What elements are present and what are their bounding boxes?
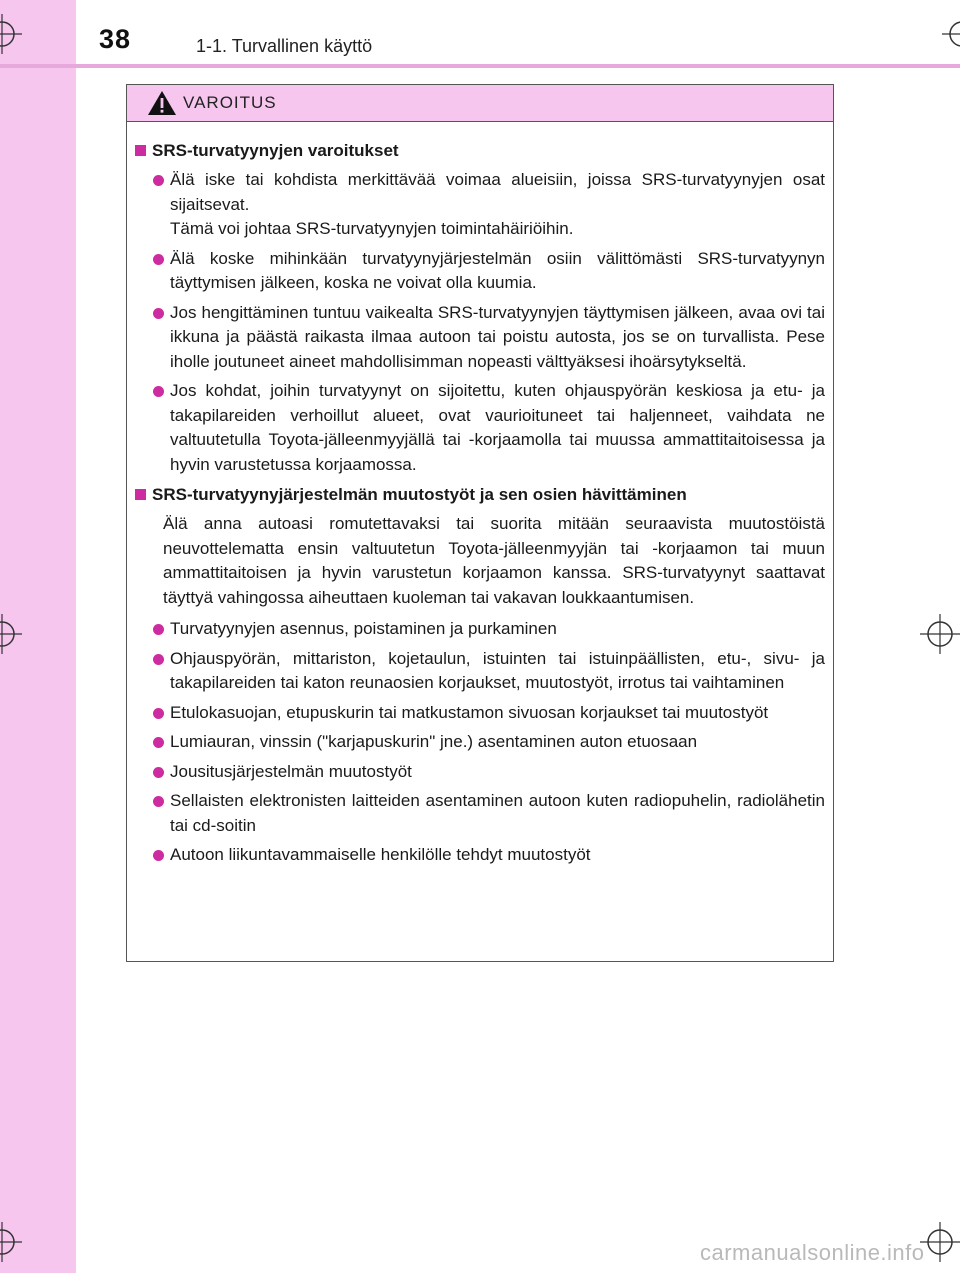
watermark-link[interactable]: carmanualsonline.info: [700, 1240, 925, 1265]
list-item: Ohjauspyörän, mittariston, kojetaulun, istuinten tai istuinpäällisten, etu-, sivu- ja takapilareiden tai katon reunaosien korjaukset, muutostyöt, irrotus tai vaihtaminen: [135, 647, 825, 696]
registration-mark-icon: [942, 14, 960, 54]
dot-bullet-icon: [153, 175, 164, 186]
warning-body: [127, 122, 833, 868]
dot-bullet-icon: [153, 254, 164, 265]
section-heading: SRS-turvatyynyjärjestelmän muutostyöt ja sen osien hävittäminen: [135, 482, 825, 508]
dot-bullet-icon: [153, 308, 164, 319]
list-item: Älä koske mihinkään turvatyynyjärjestelmän osiin välittömästi SRS-turvatyynyn täyttymisen jälkeen, koska ne voivat olla kuumia.: [135, 247, 825, 296]
dot-bullet-icon: [153, 850, 164, 861]
section-heading: SRS-turvatyynyjen varoitukset: [135, 138, 825, 164]
square-bullet-icon: [135, 145, 146, 156]
warning-header: [127, 85, 833, 122]
dot-bullet-icon: [153, 796, 164, 807]
list-item: Jos hengittäminen tuntuu vaikealta SRS-turvatyynyjen täyttymisen jälkeen, avaa ovi tai ikkuna ja päästä raikasta ilmaa autoon tai poistu autosta, jos se on turvallista. Pese iholle joutuneet aineet mahdollisimman nopeasti välttyäksesi ihoärsytykseltä.: [135, 301, 825, 375]
registration-mark-icon: [0, 14, 22, 54]
list-item: Sellaisten elektronisten laitteiden asentaminen autoon kuten radiopuhelin, radiolähetin tai cd-soitin: [135, 789, 825, 838]
registration-mark-icon: [0, 1222, 22, 1262]
list-item: Jousitusjärjestelmän muutostyöt: [135, 760, 825, 785]
dot-bullet-icon: [153, 624, 164, 635]
dot-bullet-icon: [153, 654, 164, 665]
section-intro: Älä anna autoasi romutettavaksi tai suorita mitään seuraavista muutostöistä neuvottelematta ensin valtuutetun Toyota-jälleenmyyjän tai -korjaamon tai muun ammattitaitoisen ja hyvin varustetun korjaamon kanssa. SRS-turvatyynyt saattavat täyttyä vahingossa aiheuttaen kuoleman tai vakavan loukkaantumisen.: [163, 514, 825, 607]
warning-box: [126, 84, 834, 962]
registration-mark-icon: [920, 614, 960, 654]
square-bullet-icon: [135, 489, 146, 500]
list-item: Turvatyynyjen asennus, poistaminen ja purkaminen: [135, 617, 825, 642]
dot-bullet-icon: [153, 386, 164, 397]
section-title: 1-1. Turvallinen käyttö: [196, 36, 373, 56]
dot-bullet-icon: [153, 708, 164, 719]
dot-bullet-icon: [153, 737, 164, 748]
list-item: Etulokasuojan, etupuskurin tai matkustamon sivuosan korjaukset tai muutostyöt: [135, 701, 825, 726]
warning-triangle-icon: [147, 90, 177, 116]
list-item: Autoon liikuntavammaiselle henkilölle tehdyt muutostyöt: [135, 843, 825, 868]
list-item: Jos kohdat, joihin turvatyynyt on sijoitettu, kuten ohjauspyörän keskiosa ja etu- ja takapilareiden verhoillut alueet, ovat vaurioituneet tai haljenneet, vaihdata ne valtuutetulla Toyota-jälleenmyyjällä tai -korjaamolla tai muussa ammattitaitoisessa ja hyvin varustetussa korjaamossa.: [135, 379, 825, 477]
header-rule: [0, 64, 960, 68]
registration-mark-icon: [920, 1222, 960, 1262]
registration-mark-icon: [0, 614, 22, 654]
list-item: Älä iske tai kohdista merkittävää voimaa alueisiin, joissa SRS-turvatyynyjen osat sijaitsevat. Tämä voi johtaa SRS-turvatyynyjen toimintahäiriöihin.: [135, 168, 825, 242]
warning-label: VAROITUS: [183, 93, 277, 112]
dot-bullet-icon: [153, 767, 164, 778]
page-number: 38: [99, 24, 132, 54]
list-item: Lumiauran, vinssin ("karjapuskurin" jne.) asentaminen auton etuosaan: [135, 730, 825, 755]
